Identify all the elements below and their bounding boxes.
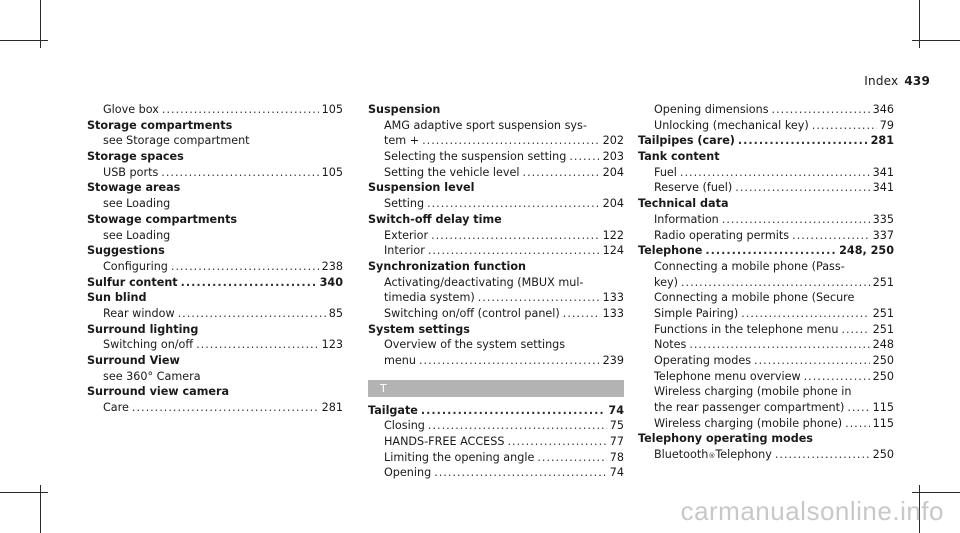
index-subentry (368, 275, 624, 291)
page-reference: 238 (321, 259, 343, 273)
index-subentry (638, 212, 894, 228)
index-subentry (638, 337, 894, 353)
crop-mark (0, 492, 48, 493)
index-entry (638, 196, 894, 212)
dot-leader (845, 416, 870, 432)
dot-leader (537, 450, 606, 466)
index-entry (87, 180, 343, 196)
crop-mark (912, 40, 960, 41)
letter-section-bar: T (368, 380, 624, 397)
entry-text: Radio operating permits (654, 228, 790, 242)
entry-text: Simple Pairing) (654, 306, 739, 320)
dot-leader (161, 165, 318, 181)
index-subentry (87, 165, 343, 181)
entry-text: key) (654, 275, 678, 289)
entry-text: Stowage compartments (87, 212, 238, 226)
page-reference: 239 (602, 354, 624, 367)
page-reference: 75 (609, 419, 624, 433)
index-entry (368, 212, 624, 228)
page-reference: 340 (319, 275, 343, 289)
page-reference: 74 (608, 403, 624, 417)
index-subentry (638, 400, 894, 416)
page-reference: 115 (872, 416, 894, 430)
index-entry (638, 133, 894, 149)
page-reference: 204 (602, 197, 624, 211)
index-subentry (87, 196, 343, 212)
index-entry (368, 259, 624, 275)
entry-text: Storage compartments (87, 118, 233, 132)
entry-text: Care (103, 401, 129, 415)
index-entry (638, 149, 894, 165)
entry-text: Storage spaces (87, 150, 184, 164)
index-subentry (87, 133, 343, 149)
entry-text: Switching on/off (103, 338, 194, 352)
page-reference: 123 (321, 338, 343, 352)
page-reference: 115 (872, 401, 894, 415)
entry-text: Connecting a mobile phone (Secure (654, 291, 855, 305)
dot-leader (775, 447, 870, 463)
dot-leader (132, 400, 319, 416)
entry-text: HANDS-FREE ACCESS (384, 435, 505, 449)
dot-leader (421, 403, 606, 419)
entry-text: Glove box (103, 103, 159, 116)
entry-text: Overview of the system settings (384, 338, 566, 352)
dot-leader (841, 322, 869, 338)
index-subentry (368, 418, 624, 434)
index-subentry (87, 337, 343, 353)
entry-text: Selecting the suspension setting (384, 150, 567, 164)
entry-text: Interior (384, 244, 425, 258)
dot-leader (419, 353, 600, 369)
entry-text: Closing (384, 419, 425, 433)
index-subentry (368, 133, 624, 149)
page-reference: 203 (602, 150, 624, 164)
index-entry (638, 243, 894, 259)
entry-text: Operating modes (654, 354, 752, 367)
page-reference: 133 (602, 306, 624, 320)
dot-leader (735, 180, 869, 196)
entry-text: Tailgate (368, 403, 418, 417)
entry-text: Telephony (715, 448, 772, 462)
entry-text: Surround View (87, 354, 180, 367)
dot-leader (741, 306, 869, 322)
entry-text: Technical data (638, 197, 729, 211)
page-reference: 248 (872, 338, 894, 352)
dot-leader (434, 465, 607, 481)
index-entry (87, 322, 343, 338)
dot-leader (804, 369, 870, 385)
entry-text: timedia system) (384, 291, 475, 305)
page-reference: 204 (602, 165, 624, 179)
index-subentry (368, 353, 624, 369)
entry-text: Rear window (103, 306, 175, 320)
page-reference: 74 (609, 466, 624, 480)
dot-leader (812, 118, 877, 134)
page-reference: 202 (602, 134, 624, 148)
entry-text: Reserve (fuel) (654, 181, 733, 195)
index-subentry (638, 384, 894, 400)
entry-text: Configuring (103, 259, 168, 273)
index-entry (638, 431, 894, 447)
index-subentry (368, 196, 624, 212)
entry-text: the rear passenger compartment) (654, 401, 845, 415)
entry-text: Telephone menu overview (654, 369, 801, 383)
index-entry (87, 275, 343, 291)
page-reference: 105 (321, 103, 343, 116)
index-subentry (368, 465, 624, 481)
entry-text: Suggestions (87, 244, 165, 258)
dot-leader (181, 275, 317, 291)
index-subentry (87, 102, 343, 118)
page-reference: 133 (602, 291, 624, 305)
page-reference: 337 (872, 228, 894, 242)
section-title: Index (864, 74, 899, 88)
page-reference: 124 (602, 244, 624, 258)
index-subentry (638, 353, 894, 369)
entry-text: Fuel (654, 165, 677, 179)
entry-text: Sun blind (87, 291, 147, 305)
page-number: 439 (904, 74, 930, 88)
index-subentry (638, 102, 894, 118)
entry-text: see Loading (103, 197, 171, 211)
dot-leader (772, 102, 870, 118)
page-header (864, 74, 930, 88)
entry-text: Suspension (368, 103, 441, 116)
entry-text: AMG adaptive sport suspension sys- (384, 118, 587, 132)
dot-leader (523, 165, 600, 181)
dot-leader (563, 306, 600, 322)
index-subentry (638, 228, 894, 244)
index-subentry (638, 416, 894, 432)
dot-leader (178, 306, 326, 322)
page-reference: 77 (609, 435, 624, 449)
index-subentry (368, 149, 624, 165)
entry-text: Setting (384, 197, 425, 211)
page-reference: 250 (872, 369, 894, 383)
dot-leader (171, 259, 319, 275)
index-subentry (87, 369, 343, 385)
index-entry (368, 102, 624, 118)
index-subentry (87, 259, 343, 275)
crop-mark (0, 40, 48, 41)
dot-leader (705, 243, 836, 259)
dot-leader (738, 133, 868, 149)
entry-text: Sulfur content (87, 275, 178, 289)
index-entry (87, 353, 343, 369)
index-subentry (638, 306, 894, 322)
dot-leader (196, 337, 319, 353)
entry-text: tem + (384, 134, 420, 148)
entry-text: Activating/deactivating (MBUX mul- (384, 275, 584, 289)
index-subentry (368, 165, 624, 181)
watermark: carmanualsonline.info (680, 496, 944, 526)
index-subentry (368, 290, 624, 306)
page-reference: 281 (321, 401, 343, 415)
index-subentry (638, 259, 894, 275)
index-entry (87, 384, 343, 400)
page-reference: 335 (872, 212, 894, 226)
page-reference: 248, 250 (839, 244, 894, 258)
index-subentry (368, 243, 624, 259)
index-subentry (368, 337, 624, 353)
entry-text: Suspension level (368, 181, 475, 195)
index-subentry (87, 306, 343, 322)
entry-text: Wireless charging (mobile phone) (654, 416, 843, 430)
index-subentry (638, 165, 894, 181)
index-subentry (638, 322, 894, 338)
index-entry (87, 243, 343, 259)
page-reference: 341 (872, 165, 894, 179)
entry-text: Switching on/off (control panel) (384, 306, 560, 320)
entry-text: Notes (654, 338, 687, 352)
page-reference: 251 (872, 275, 894, 289)
crop-mark (912, 492, 960, 493)
dot-leader (754, 353, 870, 369)
page-reference: 346 (872, 103, 894, 116)
dot-leader (507, 434, 606, 450)
entry-text: Tank content (638, 150, 720, 164)
index-entry (368, 322, 624, 338)
page-reference: 250 (872, 354, 894, 367)
index-subentry (638, 290, 894, 306)
index-subentry (638, 369, 894, 385)
index-entry (368, 403, 624, 419)
dot-leader (422, 133, 600, 149)
page-reference: 78 (609, 450, 624, 464)
index-subentry (368, 450, 624, 466)
page-reference: 251 (872, 322, 894, 336)
page-reference: 341 (872, 181, 894, 195)
page-reference: 79 (879, 118, 894, 132)
entry-text: Information (654, 212, 719, 226)
entry-text: Opening dimensions (654, 103, 769, 116)
entry-text: System settings (368, 322, 470, 336)
entry-text: see Loading (103, 228, 171, 242)
dot-leader (847, 400, 869, 416)
entry-text: Unlocking (mechanical key) (654, 118, 809, 132)
entry-text: Wireless charging (mobile phone in (654, 385, 852, 399)
index-entry (87, 212, 343, 228)
entry-text: see 360° Camera (103, 369, 201, 383)
entry-text: Tailpipes (care) (638, 134, 735, 148)
page-reference: 281 (870, 134, 894, 148)
entry-text: USB ports (103, 165, 159, 179)
index-entry (87, 118, 343, 134)
index-entry (87, 149, 343, 165)
dot-leader (689, 337, 869, 353)
dot-leader (478, 290, 600, 306)
entry-text: Limiting the opening angle (384, 450, 535, 464)
index-subentry (368, 306, 624, 322)
index-column-3 (638, 102, 894, 463)
dot-leader (428, 243, 600, 259)
dot-leader (431, 228, 600, 244)
entry-text: Functions in the telephone menu (654, 322, 839, 336)
entry-text: Connecting a mobile phone (Pass- (654, 259, 845, 273)
entry-text: Opening (384, 466, 432, 480)
dot-leader (722, 212, 870, 228)
entry-text: Surround view camera (87, 385, 230, 399)
index-subentry (368, 434, 624, 450)
dot-leader (427, 196, 600, 212)
dot-leader (680, 165, 870, 181)
index-subentry (368, 228, 624, 244)
dot-leader (428, 418, 607, 434)
entry-text: Exterior (384, 228, 429, 242)
entry-text: Synchronization function (368, 259, 526, 273)
page-reference: 105 (321, 165, 343, 179)
index-subentry (638, 180, 894, 196)
entry-text: Stowage areas (87, 181, 181, 195)
index-column-1 (87, 102, 343, 416)
dot-leader (681, 275, 870, 291)
dot-leader (792, 228, 870, 244)
page-reference: 85 (328, 306, 343, 320)
index-entry (87, 290, 343, 306)
dot-leader (569, 149, 599, 165)
index-subentry: Bluetooth ® Telephony ..... 250 (638, 447, 894, 463)
entry-text: Switch-off delay time (368, 212, 502, 226)
dot-leader (162, 102, 319, 118)
index-subentry (638, 275, 894, 291)
entry-text: Telephone (638, 244, 703, 258)
entry-text: menu (384, 354, 416, 367)
entry-text: see Storage compartment (103, 134, 250, 148)
entry-text: Surround lighting (87, 322, 199, 336)
page-reference: 122 (602, 228, 624, 242)
page-reference: 251 (872, 306, 894, 320)
index-entry (368, 180, 624, 196)
index-subentry (638, 118, 894, 134)
page-reference: 250 (872, 448, 894, 462)
entry-text: Setting the vehicle level (384, 165, 520, 179)
index-column-2 (368, 102, 624, 481)
index-subentry (87, 228, 343, 244)
index-subentry (368, 118, 624, 134)
index-subentry (87, 400, 343, 416)
entry-text: Bluetooth (654, 448, 709, 462)
entry-text: Telephony operating modes (638, 432, 813, 446)
